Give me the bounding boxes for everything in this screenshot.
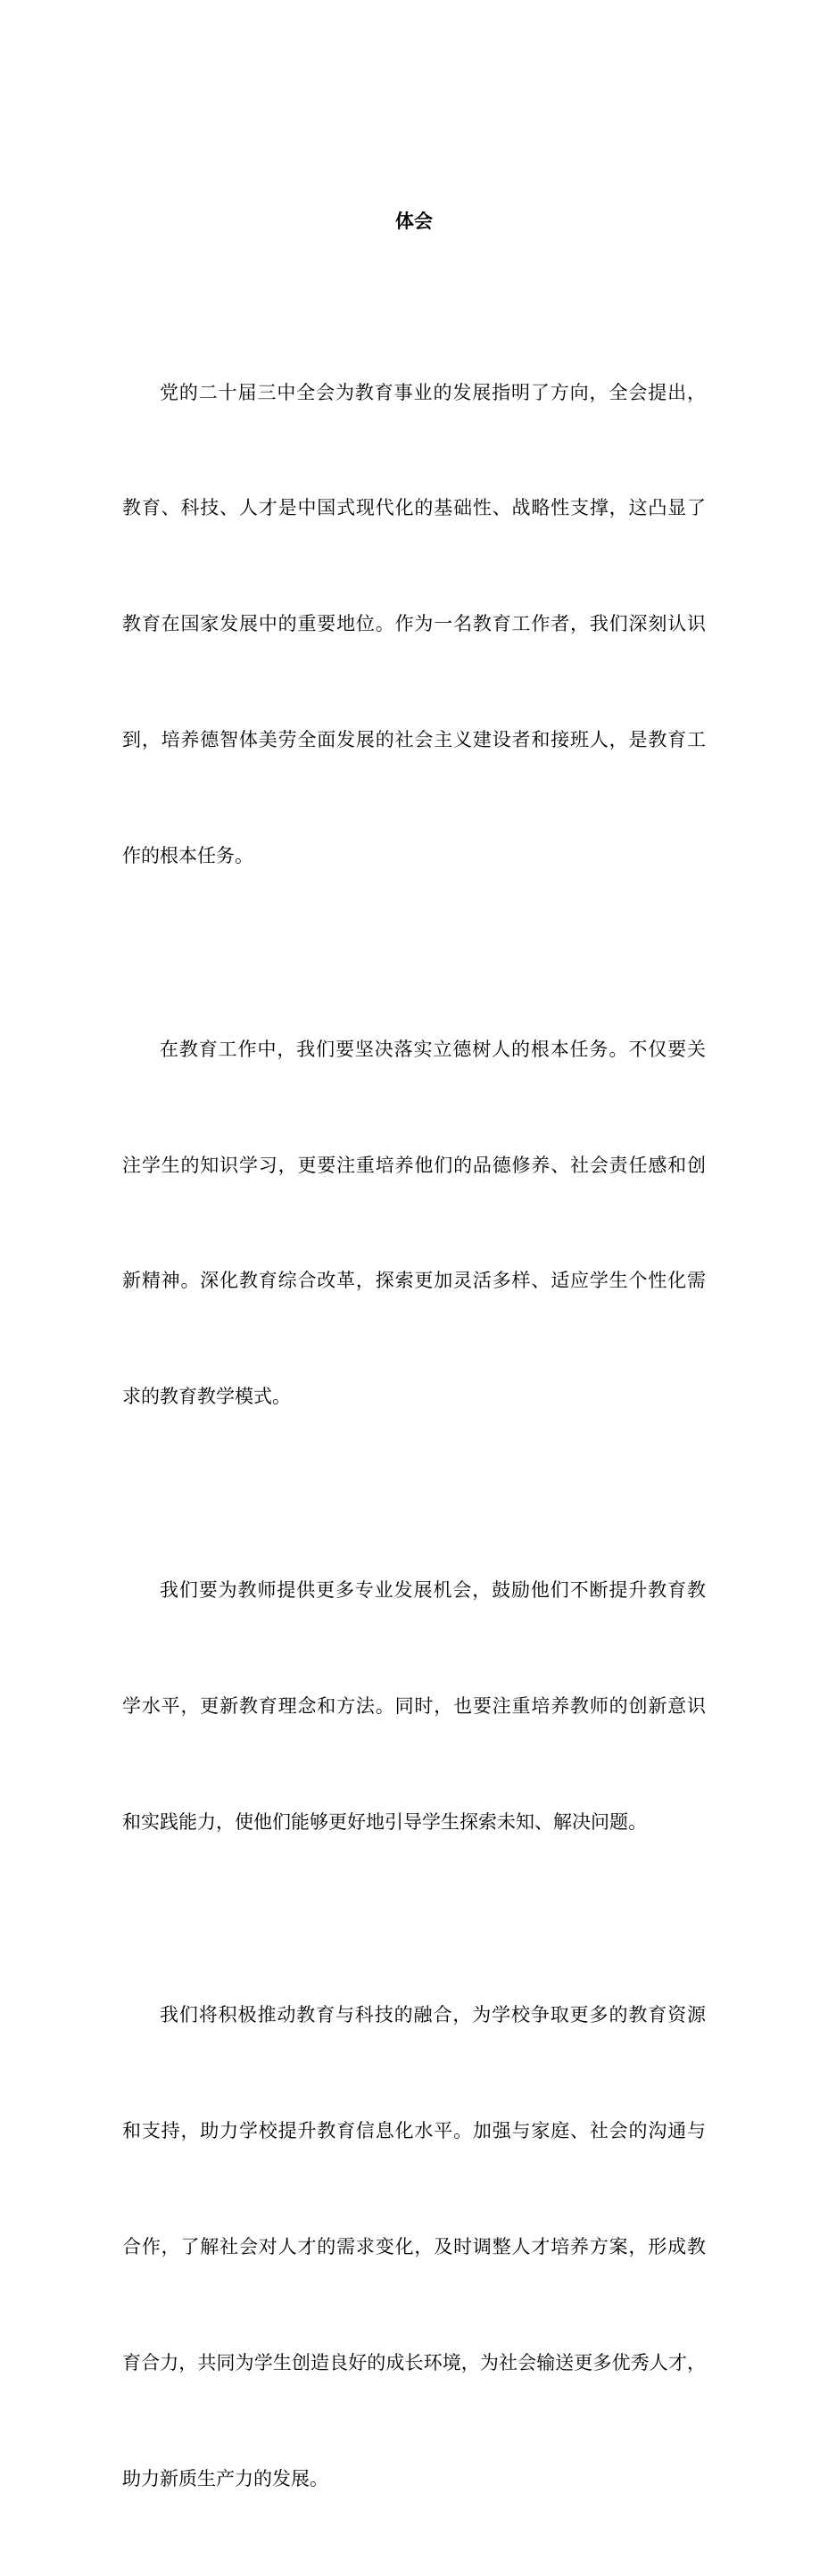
paragraph-4 <box>122 1918 706 2575</box>
paragraph-3 <box>122 1494 706 1918</box>
document-title: 体会 <box>395 210 433 232</box>
paragraph-line: 和实践能力，使他们能够更好地引导学生探索未知、解决问题。 <box>122 1810 647 1833</box>
paragraph-line: 助力新质生产力的发展。 <box>122 2467 328 2489</box>
paragraph-line: 我们将积极推动教育与科技的融合，为学校争取更多的教育资源 <box>160 2004 706 2026</box>
paragraph-line: 学水平，更新教育理念和方法。同时，也要注重培养教师的创新意识 <box>122 1694 706 1717</box>
paragraph-line: 教育在国家发展中的重要地位。作为一名教育工作者，我们深刻认识 <box>122 613 706 635</box>
paragraph-1 <box>122 296 706 953</box>
paragraph-line: 作的根本任务。 <box>122 845 253 867</box>
paragraph-line: 合作，了解社会对人才的需求变化，及时调整人才培养方案，形成教 <box>122 2235 706 2257</box>
paragraph-line: 新精神。深化教育综合改革，探索更加灵活多样、适应学生个性化需 <box>122 1270 706 1292</box>
paragraph-line: 求的教育教学模式。 <box>122 1386 291 1408</box>
paragraph-2 <box>122 953 706 1494</box>
paragraph-line: 在教育工作中，我们要坚决落实立德树人的根本任务。不仅要关 <box>160 1038 706 1060</box>
paragraph-line: 到，培养德智体美劳全面发展的社会主义建设者和接班人，是教育工 <box>122 729 706 751</box>
paragraph-line: 注学生的知识学习，更要注重培养他们的品德修养、社会责任感和创 <box>122 1154 706 1176</box>
document-body <box>122 296 706 2576</box>
paragraph-line: 教育、科技、人才是中国式现代化的基础性、战略性支撑，这凸显了 <box>122 497 706 519</box>
paragraph-line: 我们要为教师提供更多专业发展机会，鼓励他们不断提升教育教 <box>160 1578 706 1601</box>
paragraph-line: 育合力，共同为学生创造良好的成长环境，为社会输送更多优秀人才， <box>122 2351 706 2373</box>
paragraph-line: 和支持，助力学校提升教育信息化水平。加强与家庭、社会的沟通与 <box>122 2119 706 2141</box>
paragraph-line: 党的二十届三中全会为教育事业的发展指明了方向，全会提出， <box>160 381 706 403</box>
